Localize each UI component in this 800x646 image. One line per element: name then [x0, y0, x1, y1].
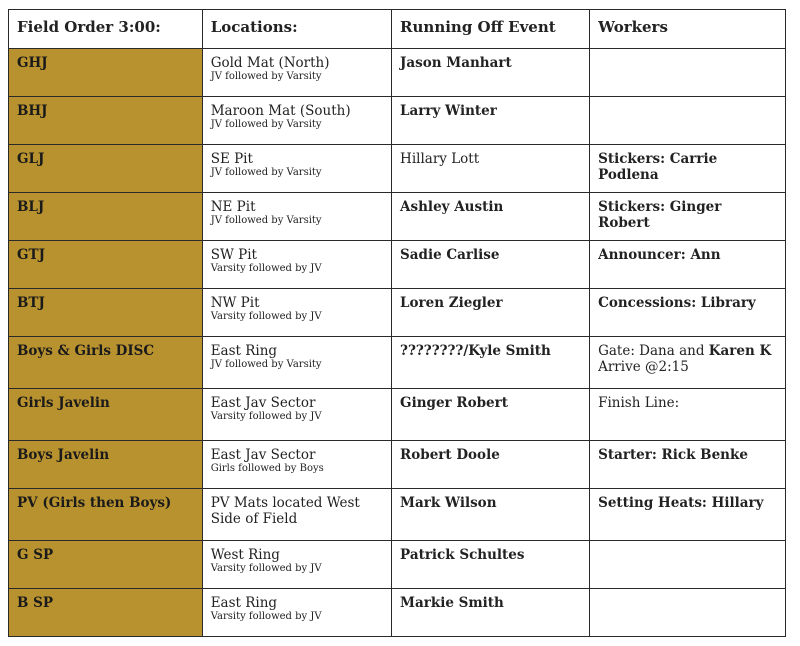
runner-cell: Loren Ziegler — [392, 289, 590, 337]
location-name: Maroon Mat (South) — [210, 103, 351, 119]
location-cell — [202, 441, 391, 489]
location-order-note: JV followed by Varsity — [210, 215, 322, 226]
table-row — [9, 289, 786, 337]
worker-cell: Concessions: Library — [590, 289, 786, 337]
gate-worker-text: Gate: Dana and — [598, 343, 709, 359]
table-row — [9, 193, 786, 241]
location-cell — [202, 289, 391, 337]
location-order-note: JV followed by Varsity — [210, 71, 322, 82]
table-row — [9, 337, 786, 389]
location-cell — [202, 489, 391, 541]
location-name: SW Pit — [210, 247, 257, 263]
worker-cell: Stickers: Carrie Podlena — [590, 145, 786, 193]
worker-cell — [590, 337, 786, 389]
field-order-table — [8, 9, 786, 637]
runner-cell: Ashley Austin — [392, 193, 590, 241]
runner-cell: Hillary Lott — [392, 145, 590, 193]
runner-cell: Robert Doole — [392, 441, 590, 489]
location-name: Gold Mat (North) — [210, 55, 330, 71]
table-row — [9, 441, 786, 489]
worker-cell: Finish Line: — [590, 389, 786, 441]
location-order-note: Varsity followed by JV — [210, 611, 322, 622]
table-row — [9, 389, 786, 441]
location-order-note: JV followed by Varsity — [210, 119, 322, 130]
table-row — [9, 97, 786, 145]
table-row — [9, 241, 786, 289]
header-running-off-event: Running Off Event — [392, 10, 590, 49]
location-name: SE Pit — [210, 151, 253, 167]
location-name: PV Mats located West Side of Field — [210, 495, 360, 527]
location-name: East Jav Sector — [210, 447, 316, 463]
location-name: East Ring — [210, 595, 278, 611]
header-workers: Workers — [590, 10, 786, 49]
header-field-order: Field Order 3:00: — [9, 10, 203, 49]
table-row — [9, 541, 786, 589]
location-order-note: Varsity followed by JV — [210, 263, 322, 274]
table-row — [9, 589, 786, 637]
event-cell: Boys & Girls DISC — [9, 337, 203, 389]
location-order-note: Varsity followed by JV — [210, 411, 322, 422]
worker-cell — [590, 49, 786, 97]
worker-cell — [590, 589, 786, 637]
event-cell: BTJ — [9, 289, 203, 337]
location-order-note: Varsity followed by JV — [210, 563, 322, 574]
runner-cell: Sadie Carlise — [392, 241, 590, 289]
location-cell — [202, 193, 391, 241]
location-name: NW Pit — [210, 295, 260, 311]
worker-cell: Stickers: Ginger Robert — [590, 193, 786, 241]
runner-cell: Markie Smith — [392, 589, 590, 637]
location-name: East Ring — [210, 343, 278, 359]
location-name: West Ring — [210, 547, 280, 563]
location-cell — [202, 145, 391, 193]
location-order-note: JV followed by Varsity — [210, 359, 322, 370]
location-cell — [202, 241, 391, 289]
runner-cell: Mark Wilson — [392, 489, 590, 541]
location-order-note: JV followed by Varsity — [210, 167, 322, 178]
table-row — [9, 145, 786, 193]
gate-worker-name: Karen K — [708, 343, 772, 359]
header-locations: Locations: — [202, 10, 391, 49]
worker-cell — [590, 97, 786, 145]
runner-cell: Jason Manhart — [392, 49, 590, 97]
location-cell — [202, 97, 391, 145]
runner-cell: Larry Winter — [392, 97, 590, 145]
location-cell — [202, 389, 391, 441]
location-cell — [202, 49, 391, 97]
event-cell: BLJ — [9, 193, 203, 241]
location-cell — [202, 589, 391, 637]
event-cell: PV (Girls then Boys) — [9, 489, 203, 541]
worker-cell: Starter: Rick Benke — [590, 441, 786, 489]
event-cell: B SP — [9, 589, 203, 637]
header-row — [9, 10, 786, 49]
runner-cell: Ginger Robert — [392, 389, 590, 441]
location-cell — [202, 337, 391, 389]
event-cell: GLJ — [9, 145, 203, 193]
location-order-note: Girls followed by Boys — [210, 463, 324, 474]
location-order-note: Varsity followed by JV — [210, 311, 322, 322]
event-cell: Boys Javelin — [9, 441, 203, 489]
runner-cell: ????????/Kyle Smith — [392, 337, 590, 389]
event-cell: GHJ — [9, 49, 203, 97]
event-cell: GTJ — [9, 241, 203, 289]
table-row — [9, 489, 786, 541]
schedule-container — [8, 9, 786, 637]
worker-cell — [590, 541, 786, 589]
location-name: East Jav Sector — [210, 395, 316, 411]
worker-cell: Announcer: Ann — [590, 241, 786, 289]
event-cell: G SP — [9, 541, 203, 589]
location-name: NE Pit — [210, 199, 256, 215]
event-cell: Girls Javelin — [9, 389, 203, 441]
runner-cell: Patrick Schultes — [392, 541, 590, 589]
location-cell — [202, 541, 391, 589]
event-cell: BHJ — [9, 97, 203, 145]
worker-cell: Setting Heats: Hillary — [590, 489, 786, 541]
gate-arrival-time: Arrive @2:15 — [598, 359, 689, 375]
table-row — [9, 49, 786, 97]
